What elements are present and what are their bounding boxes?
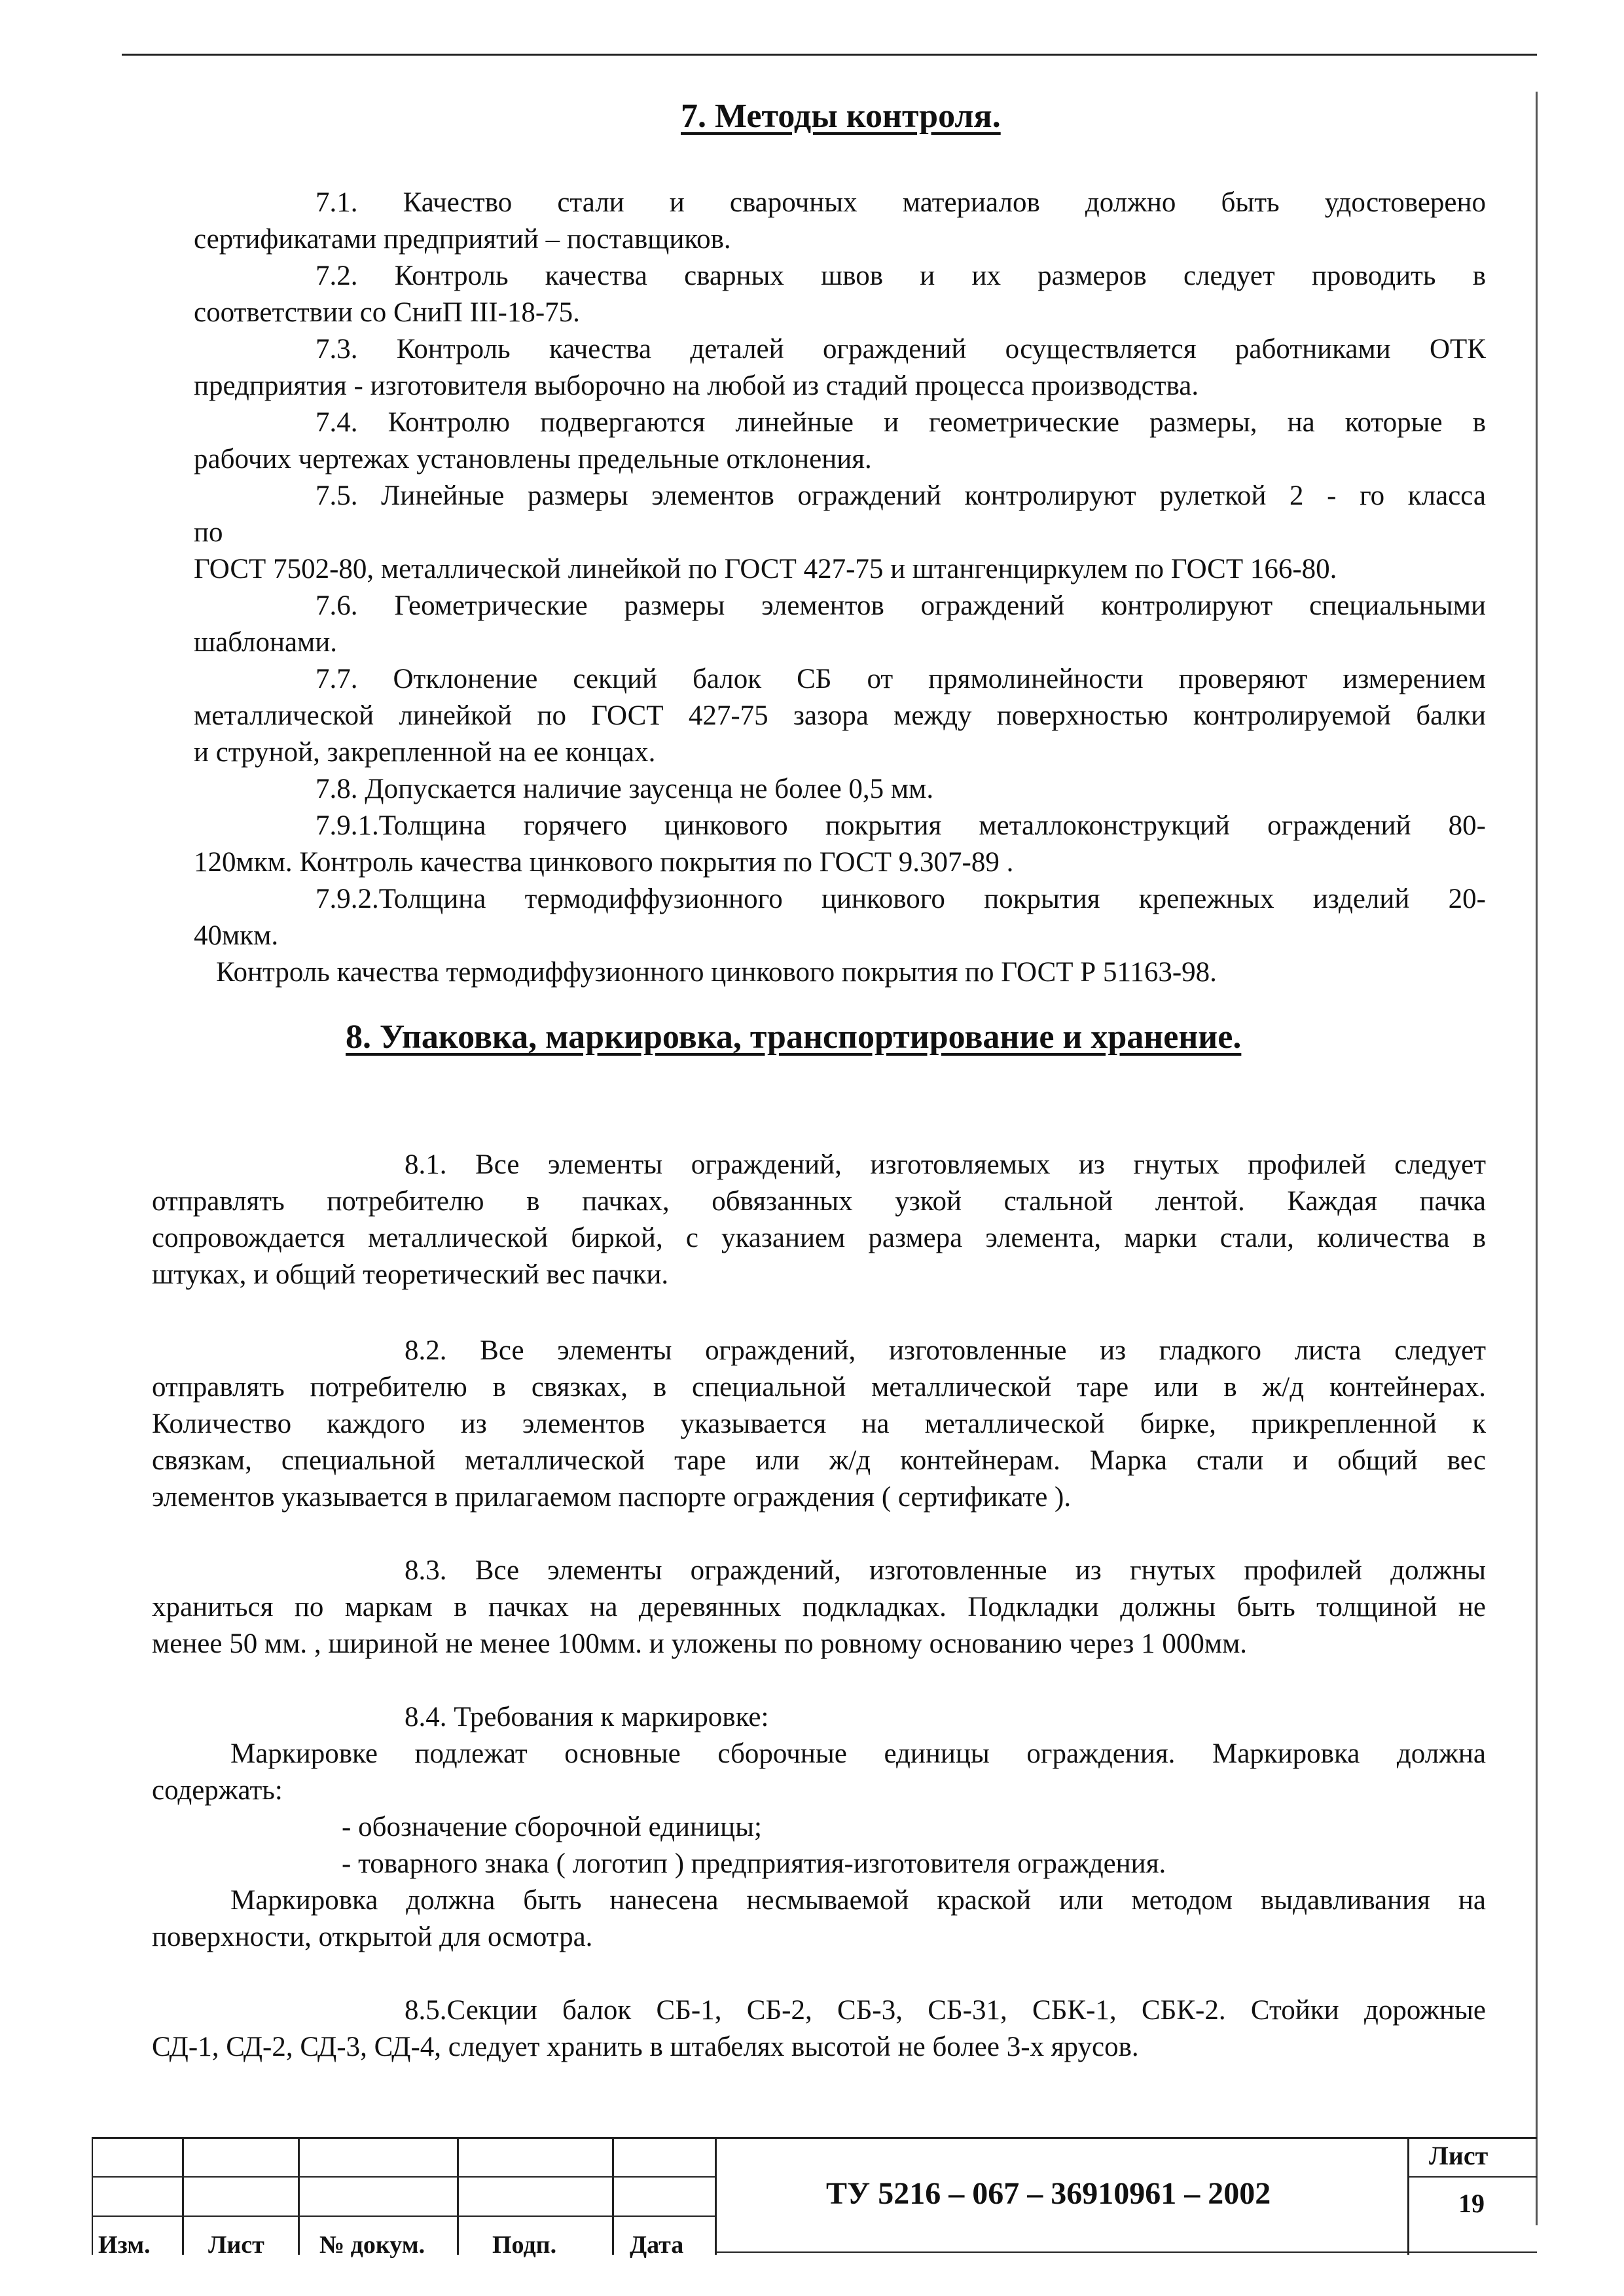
- paragraph-7-7: [194, 661, 1486, 771]
- paragraph-7-9-1: [194, 808, 1486, 881]
- stamp-line: [92, 2176, 717, 2178]
- section-7-title: 7. Методы контроля.: [681, 98, 1001, 135]
- paragraph-8-4: [152, 1736, 1486, 1809]
- paragraph-7-9-2-line: 40мкм.: [194, 920, 279, 951]
- stamp-col-date: Дата: [630, 2231, 684, 2259]
- paragraph-7-5-line: по: [194, 517, 223, 548]
- paragraph-8-4-line: Маркировке подлежат основные сборочные единицы ограждения. Маркировка должна: [230, 1738, 1486, 1769]
- paragraph-8-5-line: 8.5.Секции балок СБ-1, СБ-2, СБ-3, СБ-31, СБК-1, СБК-2. Стойки дорожные: [405, 1995, 1486, 2026]
- paragraph-8-3-line: менее 50 мм. , шириной не менее 100мм. и уложены по ровному основанию через 1 000мм.: [152, 1628, 1248, 1659]
- paragraph-8-3: [152, 1552, 1486, 1662]
- paragraph-7-4: [194, 404, 1486, 478]
- stamp-col-sign: Подп.: [492, 2231, 557, 2259]
- stamp-line: [92, 2137, 93, 2255]
- paragraph-7-3: [194, 331, 1486, 404]
- paragraph-7-9-1-line: 7.9.1.Толщина горячего цинкового покрытия металлоконструкций ограждений 80-: [316, 810, 1486, 841]
- paragraph-7-7-line: и струной, закрепленной на ее концах.: [194, 737, 656, 768]
- page-frame-top: [122, 54, 1537, 56]
- paragraph-7-6-line: шаблонами.: [194, 627, 338, 658]
- paragraph-7-5-line: ГОСТ 7502-80, металлической линейкой по ГОСТ 427-75 и штангенциркулем по ГОСТ 166-80.: [194, 554, 1337, 584]
- paragraph-8-2-line: элементов указывается в прилагаемом паспорте ограждения ( сертификате ).: [152, 1482, 1072, 1513]
- paragraph-7-3-line: 7.3. Контроль качества деталей ограждений осуществляется работниками ОТК: [316, 334, 1486, 365]
- sheet-number: 19: [1458, 2189, 1485, 2218]
- paragraph-8-1-line: 8.1. Все элементы ограждений, изготовляемых из гнутых профилей следует: [405, 1149, 1486, 1180]
- paragraph-7-3-line: предприятия - изготовителя выборочно на любой из стадий процесса производства.: [194, 370, 1199, 401]
- stamp-line: [717, 2251, 1537, 2253]
- stamp-col-doc: № докум.: [319, 2231, 425, 2259]
- paragraph-8-4-title: 8.4. Требования к маркировке:: [405, 1702, 769, 1732]
- document-code: ТУ 5216 – 067 – 36910961 – 2002: [826, 2176, 1271, 2211]
- paragraph-8-4-note: [152, 1882, 1486, 1956]
- paragraph-8-5: [152, 1992, 1486, 2066]
- paragraph-8-2: [152, 1333, 1486, 1516]
- paragraph-8-4-note-line: Маркировка должна быть нанесена несмываемой краской или методом выдавливания на: [230, 1885, 1486, 1916]
- list-item: - обозначение сборочной единицы;: [342, 1812, 762, 1842]
- stamp-line: [715, 2137, 717, 2255]
- paragraph-7-6: [194, 588, 1486, 661]
- paragraph-8-2-line: отправлять потребителю в связках, в специальной металлической таре или в ж/д контейнерах.: [152, 1372, 1486, 1403]
- paragraph-8-2-line: 8.2. Все элементы ограждений, изготовленные из гладкого листа следует: [405, 1335, 1486, 1366]
- stamp-line: [298, 2137, 300, 2255]
- paragraph-7-8: 7.8. Допускается наличие заусенца не более 0,5 мм.: [316, 774, 934, 804]
- stamp-line: [92, 2137, 1537, 2139]
- stamp-line: [1407, 2176, 1537, 2178]
- paragraph-7-1-line: 7.1. Качество стали и сварочных материалов должно быть удостоверено: [316, 187, 1486, 218]
- paragraph-7-7-line: металлической линейкой по ГОСТ 427-75 зазора между поверхностью контролируемой балки: [194, 700, 1486, 731]
- paragraph-7-9-2-note: Контроль качества термодиффузионного цинкового покрытия по ГОСТ Р 51163-98.: [216, 957, 1217, 988]
- paragraph-7-5-line: 7.5. Линейные размеры элементов ограждений контролируют рулеткой 2 - го класса: [316, 480, 1486, 511]
- list-item: - товарного знака ( логотип ) предприятия-изготовителя ограждения.: [342, 1848, 1166, 1879]
- paragraph-7-2: [194, 258, 1486, 331]
- paragraph-8-5-line: СД-1, СД-2, СД-3, СД-4, следует хранить в штабелях высотой не более 3-х ярусов.: [152, 2032, 1139, 2062]
- paragraph-8-1-line: сопровождается металлической биркой, с указанием размера элемента, марки стали, количества в: [152, 1223, 1486, 1253]
- paragraph-8-3-line: 8.3. Все элементы ограждений, изготовленные из гнутых профилей должны: [405, 1555, 1486, 1586]
- paragraph-7-9-2-line: 7.9.2.Толщина термодиффузионного цинкового покрытия крепежных изделий 20-: [316, 884, 1486, 914]
- paragraph-7-9-1-line: 120мкм. Контроль качества цинкового покрытия по ГОСТ 9.307-89 .: [194, 847, 1014, 878]
- paragraph-7-5: [194, 478, 1486, 588]
- paragraph-7-7-line: 7.7. Отклонение секций балок СБ от прямолинейности проверяют измерением: [316, 664, 1486, 694]
- paragraph-8-4-line: содержать:: [152, 1775, 283, 1806]
- paragraph-7-4-line: рабочих чертежах установлены предельные отклонения.: [194, 444, 872, 475]
- paragraph-7-2-line: 7.2. Контроль качества сварных швов и их размеров следует проводить в: [316, 260, 1486, 291]
- paragraph-7-6-line: 7.6. Геометрические размеры элементов ограждений контролируют специальными: [316, 590, 1486, 621]
- stamp-col-list: Лист: [208, 2231, 264, 2259]
- section-8-title: 8. Упаковка, маркировка, транспортирование и хранение.: [346, 1018, 1242, 1056]
- stamp-line: [1407, 2137, 1409, 2255]
- paragraph-8-1-line: отправлять потребителю в пачках, обвязанных узкой стальной лентой. Каждая пачка: [152, 1186, 1486, 1217]
- paragraph-7-4-line: 7.4. Контролю подвергаются линейные и геометрические размеры, на которые в: [316, 407, 1486, 438]
- stamp-line: [612, 2137, 614, 2255]
- paragraph-8-2-line: Количество каждого из элементов указывается на металлической бирке, прикрепленной к: [152, 1408, 1486, 1439]
- stamp-line: [457, 2137, 459, 2255]
- paragraph-7-2-line: соответствии со СниП III-18-75.: [194, 297, 580, 328]
- sheet-label: Лист: [1429, 2141, 1489, 2170]
- paragraph-8-2-line: связкам, специальной металлической таре или ж/д контейнерам. Марка стали и общий вес: [152, 1445, 1486, 1476]
- paragraph-8-1-line: штуках, и общий теоретический вес пачки.: [152, 1259, 669, 1290]
- stamp-line: [92, 2215, 717, 2217]
- paragraph-8-4-note-line: поверхности, открытой для осмотра.: [152, 1922, 593, 1952]
- paragraph-7-1-line: сертификатами предприятий – поставщиков.: [194, 224, 731, 255]
- paragraph-8-3-line: храниться по маркам в пачках на деревянных подкладках. Подкладки должны быть толщиной не: [152, 1592, 1486, 1623]
- paragraph-7-1: [194, 185, 1486, 258]
- page-frame-right: [1536, 92, 1538, 2225]
- stamp-col-izm: Изм.: [98, 2231, 151, 2259]
- paragraph-7-9-2: [194, 881, 1486, 954]
- stamp-line: [182, 2137, 184, 2255]
- paragraph-8-1: [152, 1147, 1486, 1293]
